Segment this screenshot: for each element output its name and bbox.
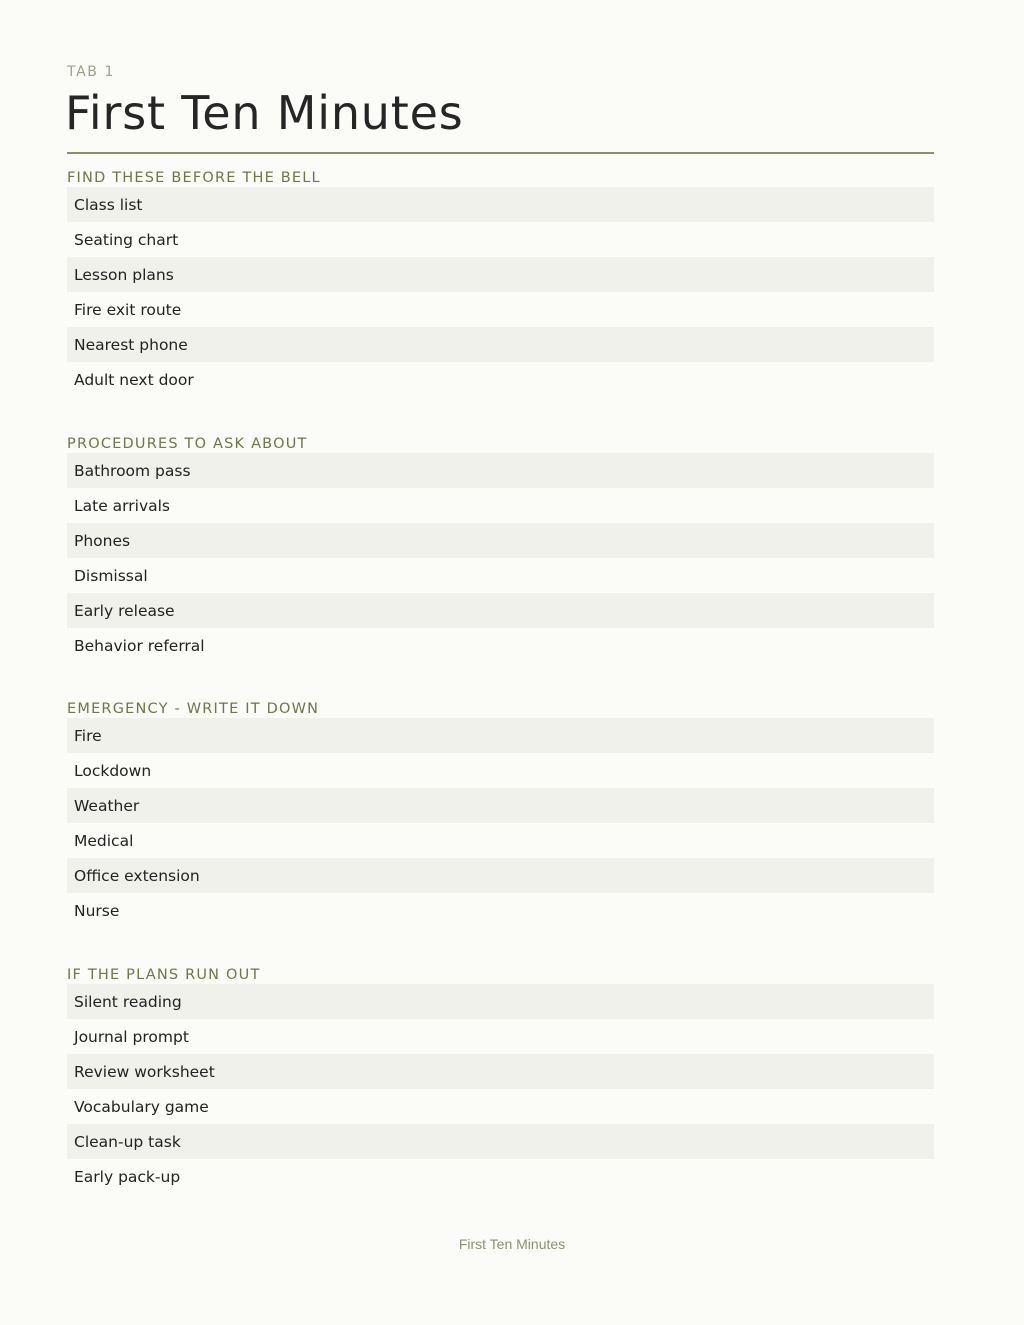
page-footer: First Ten Minutes <box>458 1236 566 1252</box>
list-item: Review worksheet <box>67 1054 934 1089</box>
list-item: Dismissal <box>74 567 148 585</box>
list-item: Behavior referral <box>74 637 205 655</box>
list-item: Office extension <box>67 858 934 893</box>
list-item: Silent reading <box>67 984 934 1019</box>
list-item: Early pack-up <box>74 1168 181 1186</box>
list-item: Lockdown <box>74 762 152 780</box>
list-item: Fire <box>67 718 934 753</box>
title-divider <box>67 152 934 154</box>
page-title: First Ten Minutes <box>65 86 464 140</box>
list-item: Late arrivals <box>74 497 171 515</box>
list-item: Class list <box>67 187 934 222</box>
section-find-before-bell <box>67 170 934 397</box>
list-item: Weather <box>67 788 934 823</box>
tab-label: TAB 1 <box>67 64 116 80</box>
section-plans-run-out <box>67 967 934 1194</box>
list-item: Seating chart <box>74 231 179 249</box>
section-heading: IF THE PLANS RUN OUT <box>67 967 261 983</box>
list-item: Journal prompt <box>74 1028 189 1046</box>
section-procedures <box>67 436 934 663</box>
checklist <box>67 453 934 663</box>
checklist <box>67 718 934 928</box>
list-item: Medical <box>74 832 134 850</box>
list-item: Clean-up task <box>67 1124 934 1159</box>
list-item: Fire exit route <box>74 301 182 319</box>
list-item: Adult next door <box>74 371 194 389</box>
list-item: Nearest phone <box>67 327 934 362</box>
section-heading: EMERGENCY - WRITE IT DOWN <box>67 701 320 717</box>
list-item: Lesson plans <box>67 257 934 292</box>
list-item: Phones <box>67 523 934 558</box>
section-heading: PROCEDURES TO ASK ABOUT <box>67 436 308 452</box>
checklist <box>67 984 934 1194</box>
list-item: Bathroom pass <box>67 453 934 488</box>
section-heading: FIND THESE BEFORE THE BELL <box>67 170 321 186</box>
section-emergency <box>67 701 934 928</box>
checklist <box>67 187 934 397</box>
list-item: Nurse <box>74 902 120 920</box>
list-item: Early release <box>67 593 934 628</box>
list-item: Vocabulary game <box>74 1098 209 1116</box>
